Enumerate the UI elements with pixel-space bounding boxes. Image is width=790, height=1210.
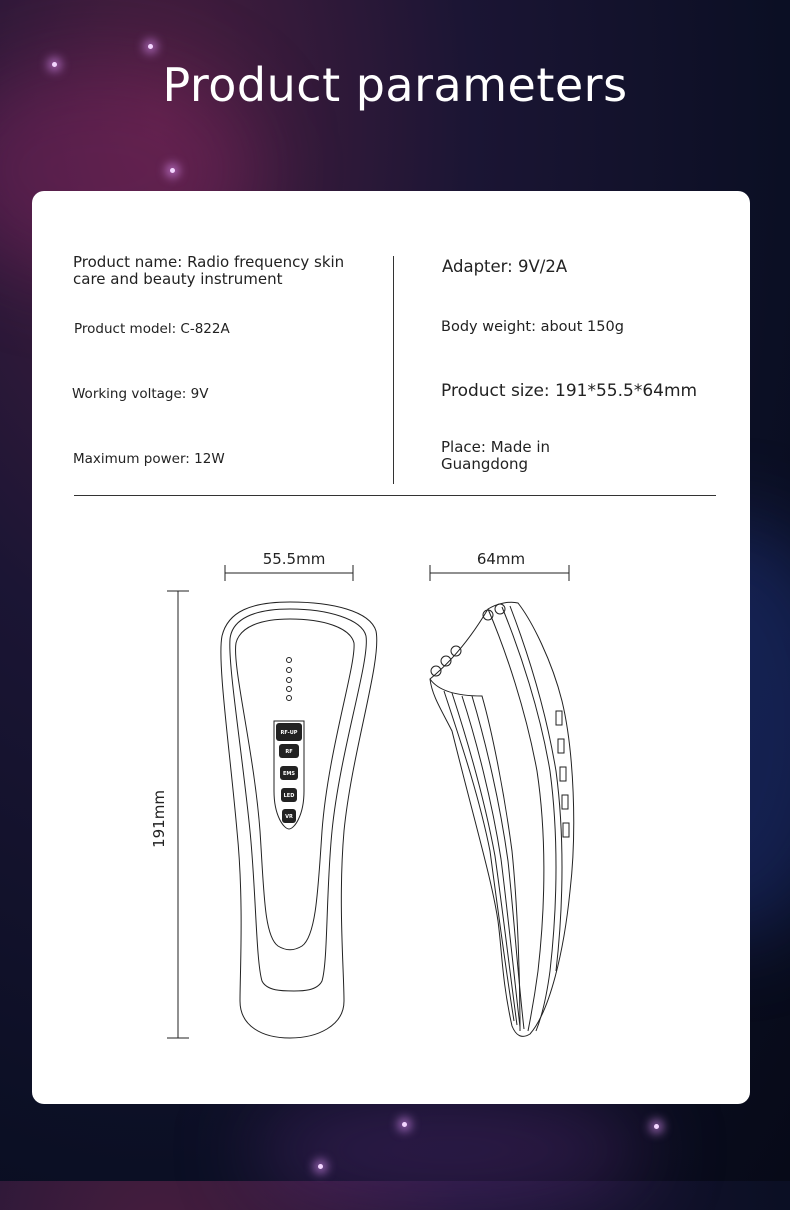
background-glow — [250, 1090, 650, 1210]
star-sparkle — [318, 1164, 323, 1169]
height-dimension-line — [167, 591, 189, 1038]
adapter-spec: Adapter: 9V/2A — [442, 257, 568, 276]
product-dimension-drawing — [32, 191, 750, 1104]
star-sparkle — [170, 168, 175, 173]
star-sparkle — [148, 44, 153, 49]
product-name: Product name: Radio frequency skin care and beauty instrument — [73, 253, 345, 288]
device-control-panel — [276, 723, 302, 823]
height-label: 191mm — [150, 790, 168, 848]
maximum-power: Maximum power: 12W — [73, 451, 225, 467]
working-voltage: Working voltage: 9V — [72, 386, 209, 402]
star-sparkle — [654, 1124, 659, 1129]
button-label-vr: VR — [285, 814, 293, 820]
place-of-origin: Place: Made in Guangdong — [441, 438, 551, 473]
product-model: Product model: C-822A — [74, 321, 230, 337]
parameters-card — [32, 191, 750, 1104]
width-label: 55.5mm — [262, 550, 326, 568]
button-label-ems: EMS — [283, 771, 295, 777]
star-sparkle — [402, 1122, 407, 1127]
body-weight: Body weight: about 150g — [441, 319, 624, 335]
button-label-rf-up: RF-UP — [280, 730, 298, 736]
button-label-rf: RF — [285, 749, 293, 755]
button-label-led: LED — [283, 793, 295, 799]
page-title: Product parameters — [162, 58, 628, 112]
device-front-view — [221, 602, 377, 1038]
device-side-view — [430, 602, 574, 1036]
depth-label: 64mm — [476, 550, 526, 568]
product-size: Product size: 191*55.5*64mm — [441, 381, 698, 401]
